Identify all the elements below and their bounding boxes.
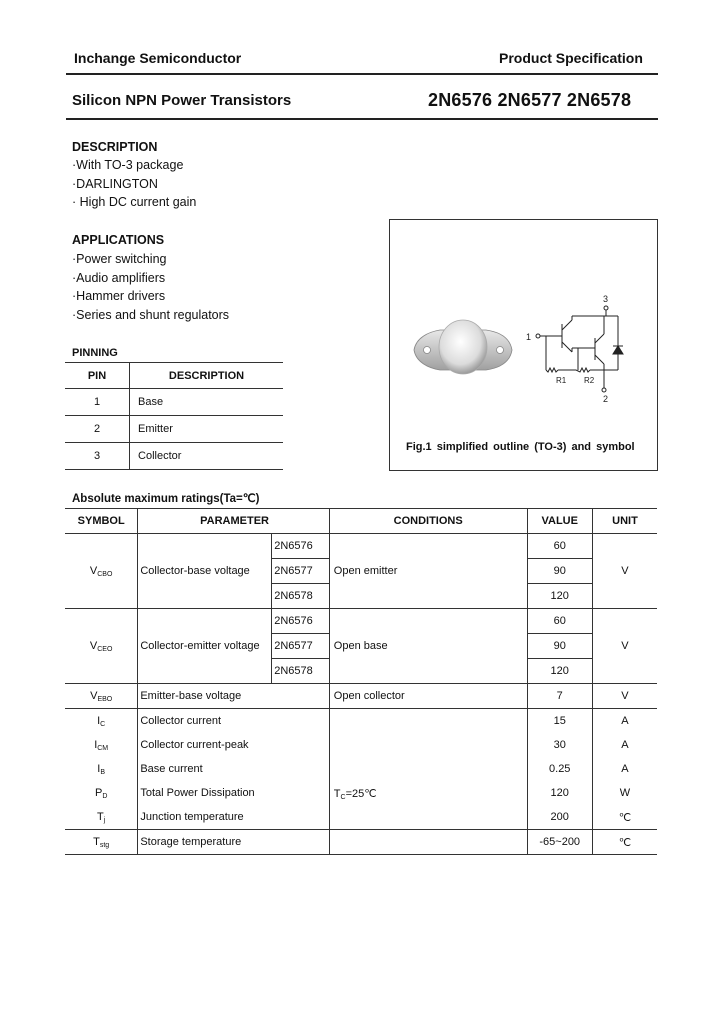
col-value: VALUE: [527, 509, 592, 534]
list-item: ·Audio amplifiers: [72, 270, 166, 285]
list-item: ·Power switching: [72, 252, 167, 266]
col-symbol: SYMBOL: [65, 509, 138, 534]
table-header-row: [65, 509, 657, 534]
part-cell: 2N6576: [272, 609, 330, 634]
condition-cell: [329, 830, 527, 855]
figure-box: [389, 219, 658, 471]
table-row: [65, 830, 657, 855]
value-cell: 90: [527, 559, 592, 584]
spec-label: Product Specification: [499, 50, 643, 66]
table-row: [65, 684, 657, 709]
value-cell: 60: [527, 534, 592, 559]
applications-list: [72, 250, 229, 325]
unit-cell: ℃: [592, 805, 657, 830]
description-list: [72, 156, 196, 212]
pin1-label: 1: [526, 332, 532, 342]
value-cell: 0.25: [527, 757, 592, 781]
bullet-icon: ·: [72, 158, 77, 172]
unit-cell: V: [592, 609, 657, 684]
pin3-label: 3: [603, 294, 609, 304]
table-header-row: [65, 363, 283, 389]
bullet-icon: ·: [72, 308, 77, 323]
symbol-cell: $V_{EBO}$: [65, 684, 138, 709]
parameter-cell: Collector-emitter voltage: [138, 609, 272, 684]
unit-cell: A: [592, 709, 657, 734]
table-row: [65, 534, 657, 559]
doc-title: Silicon NPN Power Transistors: [72, 92, 292, 109]
table-row: [65, 389, 283, 416]
part-cell: 2N6576: [272, 534, 330, 559]
value-cell: 15: [527, 709, 592, 734]
parameter-cell: Collector current-peak: [138, 733, 329, 757]
unit-cell: V: [592, 684, 657, 709]
to3-package-image: [414, 320, 512, 374]
value-cell: 120: [527, 781, 592, 805]
unit-cell: W: [592, 781, 657, 805]
part-cell: 2N6577: [272, 559, 330, 584]
symbol-cell: $T_j$: [65, 805, 138, 830]
symbol-cell: $V_{CEO}$: [65, 609, 138, 684]
symbol-cell: $I_B$: [65, 757, 138, 781]
symbol-cell: $T_{stg}$: [65, 830, 138, 855]
parameter-cell: Junction temperature: [138, 805, 329, 830]
bullet-icon: ·: [72, 176, 77, 191]
bullet-icon: ·: [72, 289, 77, 304]
condition-cell: Open collector: [329, 684, 527, 709]
symbol-cell: $P_D$: [65, 781, 138, 805]
bullet-icon: ·: [72, 195, 80, 210]
unit-cell: A: [592, 733, 657, 757]
pin-number: 2: [65, 416, 130, 443]
parameter-cell: Collector-base voltage: [138, 534, 272, 609]
value-cell: 90: [527, 634, 592, 659]
pin-description: Collector: [130, 443, 283, 470]
value-cell: 120: [527, 659, 592, 684]
part-cell: 2N6578: [272, 659, 330, 684]
condition-cell: Open base: [329, 609, 527, 684]
col-unit: UNIT: [592, 509, 657, 534]
pinning-table: [65, 362, 283, 470]
col-conditions: CONDITIONS: [329, 509, 527, 534]
value-cell: 7: [527, 684, 592, 709]
table-row: [65, 609, 657, 634]
pin-number: 1: [65, 389, 130, 416]
company-name: Inchange Semiconductor: [74, 50, 242, 66]
description-heading: DESCRIPTION: [72, 140, 158, 154]
list-item: · High DC current gain: [72, 195, 197, 210]
table-row: [65, 416, 283, 443]
applications-heading: APPLICATIONS: [72, 233, 165, 247]
part-cell: 2N6577: [272, 634, 330, 659]
darlington-symbol: [536, 306, 623, 392]
value-cell: 120: [527, 584, 592, 609]
condition-cell: Open emitter: [329, 534, 527, 609]
header-rule: [66, 73, 658, 75]
pin2-label: 2: [603, 394, 609, 404]
table-row: [65, 443, 283, 470]
value-cell: 30: [527, 733, 592, 757]
pinning-heading: PINNING: [72, 347, 118, 359]
r1-label: R1: [556, 376, 567, 385]
list-item: ·Series and shunt regulators: [72, 308, 230, 323]
list-item: ·DARLINGTON: [72, 176, 158, 191]
col-parameter: PARAMETER: [138, 509, 329, 534]
symbol-cell: $I_C$: [65, 709, 138, 734]
ratings-table: [65, 508, 657, 855]
bullet-icon: ·: [72, 270, 77, 285]
col-pin: PIN: [65, 363, 130, 389]
list-item: ·Hammer drivers: [72, 289, 166, 304]
col-description: DESCRIPTION: [130, 363, 283, 389]
parameter-cell: Collector current: [138, 709, 329, 734]
unit-cell: A: [592, 757, 657, 781]
parameter-cell: Total Power Dissipation: [138, 781, 329, 805]
unit-cell: ℃: [592, 830, 657, 855]
parameter-cell: Storage temperature: [138, 830, 329, 855]
value-cell: -65~200: [527, 830, 592, 855]
pin-description: Emitter: [130, 416, 283, 443]
ratings-heading: Absolute maximum ratings(Ta=℃): [72, 493, 260, 505]
table-row: [65, 709, 657, 734]
part-cell: 2N6578: [272, 584, 330, 609]
value-cell: 200: [527, 805, 592, 830]
symbol-cell: $V_{CBO}$: [65, 534, 138, 609]
condition-cell: $T_C=25℃$: [329, 709, 527, 830]
part-numbers: 2N6576 2N6577 2N6578: [428, 90, 632, 110]
r2-label: R2: [584, 376, 595, 385]
value-cell: 60: [527, 609, 592, 634]
parameter-cell: Emitter-base voltage: [138, 684, 329, 709]
bullet-icon: ·: [72, 252, 77, 266]
to3-outline-and-symbol: [390, 220, 657, 435]
figure-caption: Fig.1 simplified outline (TO-3) and symbol: [406, 441, 635, 453]
list-item: ·With TO-3 package: [72, 158, 184, 172]
pin-description: Base: [130, 389, 283, 416]
title-rule: [66, 118, 658, 120]
unit-cell: V: [592, 534, 657, 609]
symbol-cell: $I_{CM}$: [65, 733, 138, 757]
pin-number: 3: [65, 443, 130, 470]
parameter-cell: Base current: [138, 757, 329, 781]
